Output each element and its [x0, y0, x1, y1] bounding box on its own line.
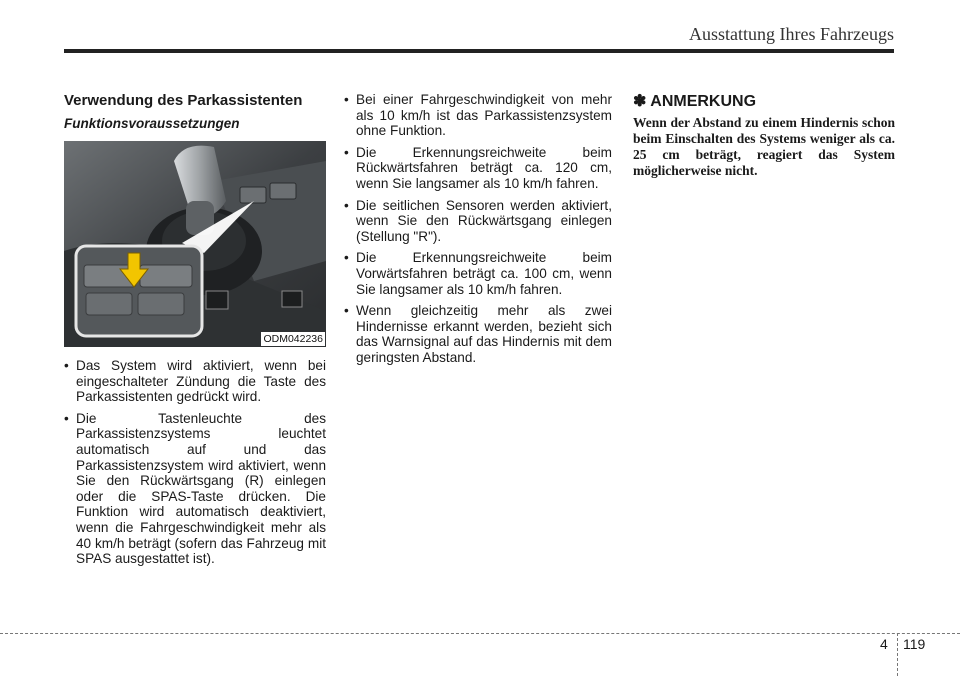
- header-rule: [64, 49, 894, 53]
- list-item: • Bei einer Fahrgeschwindigkeit von mehr als 10 km/h ist das Parkassistenzsystem ohne Funktion.: [344, 92, 612, 139]
- list-item: • Wenn gleichzeitig mehr als zwei Hindernisse erkannt werden, bezieht sich das Warnsignal auf das Hindernis mit dem geringsten Abstand.: [344, 303, 612, 365]
- list-item: • Die Erkennungsreichweite beim Vorwärtsfahren beträgt ca. 100 cm, wenn Sie langsamer als 10 km/h fahren.: [344, 250, 612, 297]
- list-item: • Die seitlichen Sensoren werden aktiviert, wenn Sie den Rückwärtsgang einlegen (Stellung "R").: [344, 198, 612, 245]
- list-item: • Die Tastenleuchte des Parkassistenzsystems leuchtet automatisch auf und das Parkassistenzsystem wird aktiviert, wenn Sie den Rückwärtsgang (R) einlegen oder die SPAS-Taste drücken. Die Funktion wird automatisch deaktiviert, wenn die Fahrgeschwindigkeit mehr als 40 km/h beträgt (sofern das Fahrzeug mit SPAS ausgestattet ist).: [64, 411, 326, 567]
- running-header-title: Ausstattung Ihres Fahrzeugs: [689, 24, 894, 44]
- page-number: 119: [903, 636, 926, 652]
- column-middle: [344, 92, 612, 372]
- bullet-list-left: [64, 358, 326, 567]
- figure-code-label: ODM042236: [263, 333, 323, 345]
- list-item: • Das System wird aktiviert, wenn bei eingeschalteter Zündung die Taste des Parkassistenten gedrückt wird.: [64, 358, 326, 405]
- section-subheading: Funktionsvoraussetzungen: [64, 116, 240, 131]
- chapter-number: 4: [880, 636, 888, 652]
- bullet-list-middle: [344, 92, 612, 366]
- note-title: ✽ ANMERKUNG: [633, 93, 757, 110]
- note-body: Wenn der Abstand zu einem Hindernis schon beim Einschalten des Systems weniger als ca. 25 cm beträgt, reagiert das System möglicherweise nicht.: [633, 115, 895, 178]
- column-left: [64, 92, 326, 573]
- console-illustration: [64, 141, 326, 347]
- section-heading: Verwendung des Parkassistenten: [64, 92, 303, 109]
- console-photo-graphic: [64, 141, 326, 347]
- column-right: [633, 92, 895, 179]
- list-item: • Die Erkennungsreichweite beim Rückwärtsfahren beträgt ca. 120 cm, wenn Sie langsamer als 10 km/h fahren.: [344, 145, 612, 192]
- footer-separator: [897, 633, 898, 676]
- footer-rule: [0, 633, 960, 634]
